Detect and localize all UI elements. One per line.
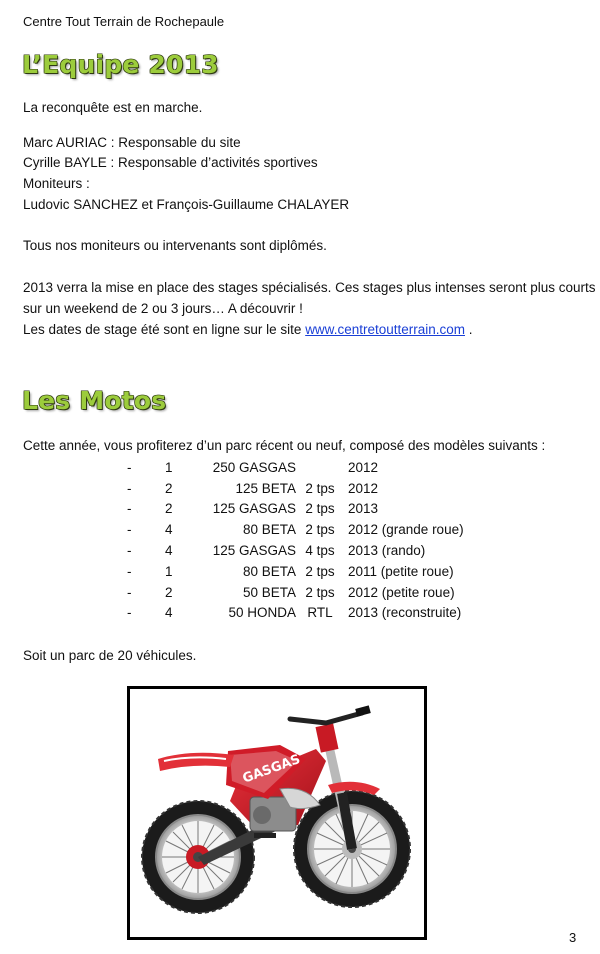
motorcycle-photo (127, 686, 427, 940)
site-link[interactable]: www.centretoutterrain.com (305, 322, 465, 337)
row-model: 250 GASGAS (212, 459, 296, 475)
row-engine-type: 2 tps (305, 522, 335, 538)
dates-prefix: Les dates de stage été sont en ligne sur le site (23, 322, 306, 337)
row-year: 2012 (348, 480, 379, 496)
row-quantity: 4 (165, 522, 173, 538)
row-engine-type: 2 tps (305, 480, 335, 496)
row-dash: - (127, 605, 132, 621)
stages-text: 2013 verra la mise en place des stages spécialisés. Ces stages plus intenses seront plus courts (23, 280, 596, 295)
row-year: 2012 (348, 459, 379, 475)
staff-line: Moniteurs : (23, 176, 90, 191)
moto-row (118, 540, 464, 561)
row-year: 2012 (petite roue) (348, 584, 455, 600)
staff-line: Cyrille BAYLE : Responsable d’activités sportives (23, 155, 318, 170)
row-model: 125 GASGAS (212, 501, 296, 517)
row-dash: - (127, 584, 132, 600)
dates-suffix: . (465, 322, 473, 337)
moto-row (118, 519, 464, 540)
intro-text: La reconquête est en marche. (23, 100, 203, 115)
row-model: 80 BETA (242, 563, 296, 579)
section-title-equipe: L’Equipe 2013 (22, 50, 219, 79)
row-engine-type: 2 tps (305, 501, 335, 517)
row-model: 80 BETA (242, 522, 296, 538)
row-year: 2011 (petite roue) (348, 563, 454, 579)
row-model: 50 BETA (242, 584, 296, 600)
row-quantity: 2 (165, 480, 173, 496)
row-quantity: 2 (165, 501, 173, 517)
row-dash: - (127, 501, 132, 517)
row-quantity: 4 (165, 605, 173, 621)
moto-row (118, 478, 464, 499)
row-dash: - (127, 543, 132, 559)
motos-list (118, 457, 464, 623)
handlebar (290, 713, 362, 723)
dates-text (23, 320, 473, 340)
row-engine-type: RTL (307, 605, 333, 621)
moto-row (118, 499, 464, 520)
row-dash: - (127, 480, 132, 496)
moto-row (118, 582, 464, 603)
row-engine-type: 4 tps (305, 543, 335, 559)
row-quantity: 2 (165, 584, 173, 600)
section-title-motos: Les Motos (22, 386, 167, 415)
row-model: 125 BETA (235, 480, 296, 496)
row-engine-type: 2 tps (305, 563, 335, 579)
moto-row (118, 603, 464, 624)
row-engine-type (296, 457, 344, 478)
moto-row (118, 457, 464, 478)
row-year: 2013 (reconstruite) (348, 605, 462, 621)
page-number: 3 (569, 930, 577, 945)
row-model: 125 GASGAS (212, 543, 296, 559)
row-year: 2013 (348, 501, 379, 517)
brand-text: GASGAS (240, 751, 303, 787)
row-quantity: 1 (165, 563, 173, 579)
moto-row (118, 561, 464, 582)
row-quantity: 4 (165, 543, 173, 559)
trial-motorcycle-image (130, 689, 424, 937)
document-header: Centre Tout Terrain de Rochepaule (23, 14, 225, 29)
row-dash: - (127, 459, 132, 475)
rear-fender (158, 753, 234, 771)
total-text: Soit un parc de 20 véhicules. (23, 648, 197, 663)
row-dash: - (127, 522, 132, 538)
motos-intro: Cette année, vous profiterez d’un parc récent ou neuf, composé des modèles suivants : (23, 438, 546, 453)
staff-line: Ludovic SANCHEZ et François-Guillaume CHALAYER (23, 197, 350, 212)
row-quantity: 1 (165, 459, 173, 475)
stages-text: sur un weekend de 2 ou 3 jours… A découvrir ! (23, 301, 303, 316)
staff-line: Marc AURIAC : Responsable du site (23, 135, 241, 150)
row-model: 50 HONDA (228, 605, 296, 621)
row-engine-type: 2 tps (305, 584, 335, 600)
row-year: 2012 (grande roue) (348, 522, 464, 538)
row-year: 2013 (rando) (348, 543, 426, 559)
qualified-text: Tous nos moniteurs ou intervenants sont diplômés. (23, 238, 327, 253)
row-dash: - (127, 563, 132, 579)
